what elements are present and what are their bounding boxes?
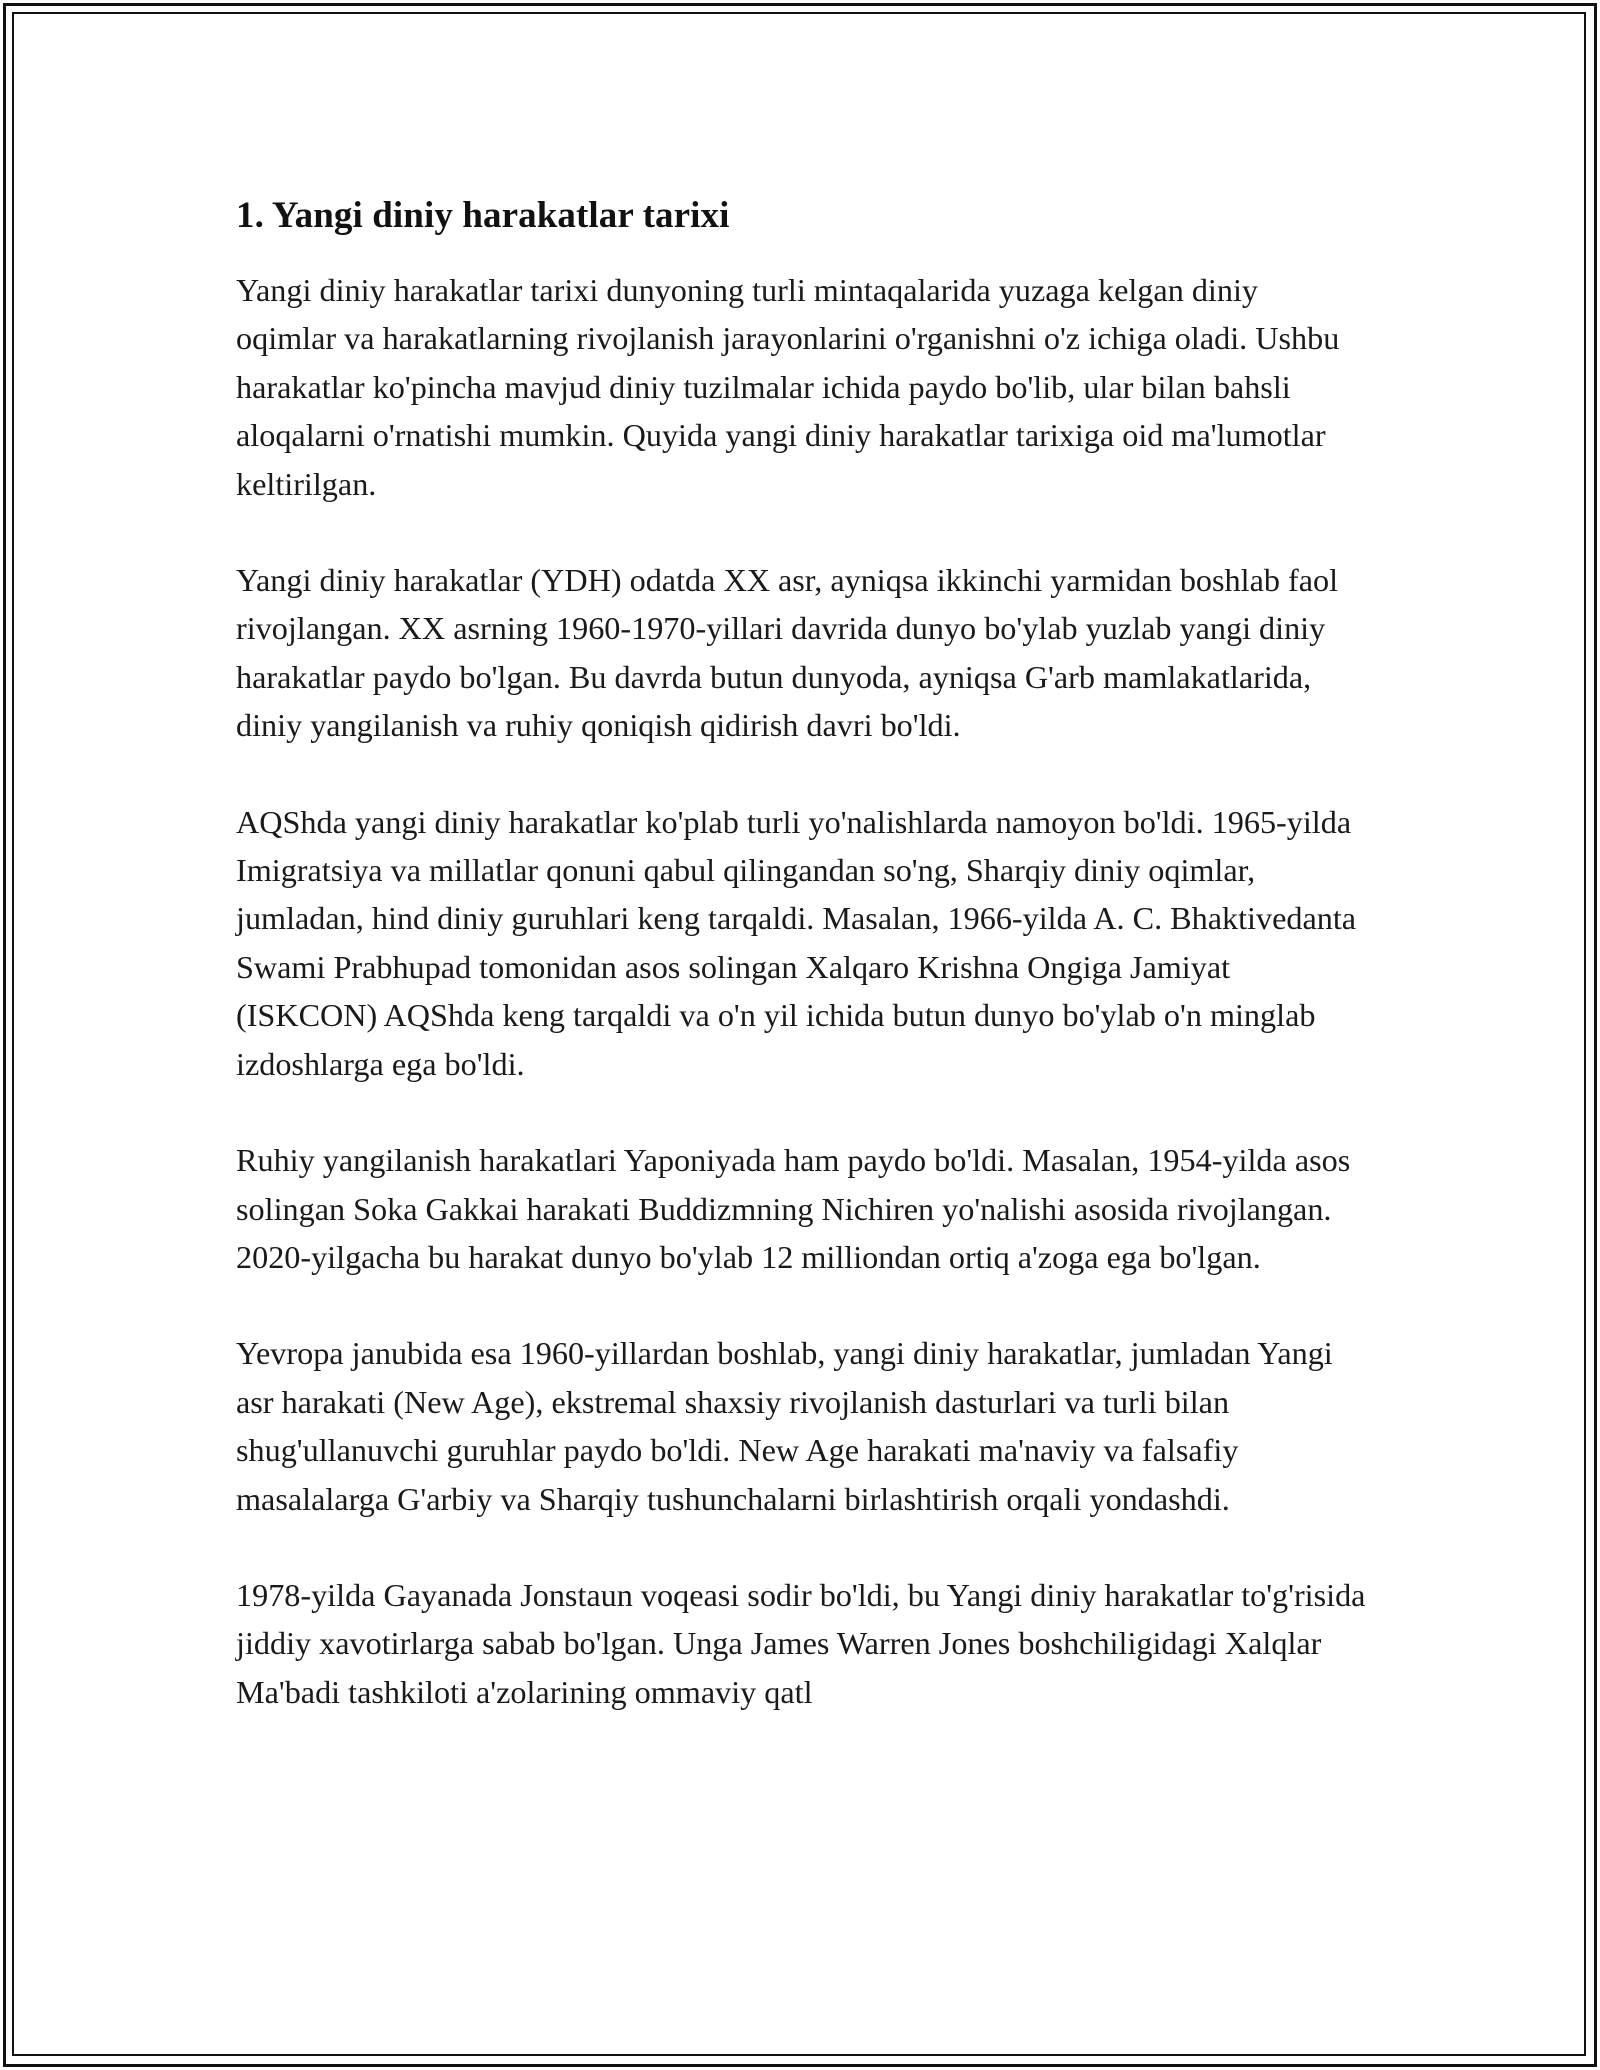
section-heading: 1. Yangi diniy harakatlar tarixi — [236, 195, 730, 236]
paragraph-japan: Ruhiy yangilanish harakatlari Yaponiyada ham paydo bo'ldi. Masalan, 1954-yilda asos solingan Soka Gakkai harakati Buddizmning Nichiren yo'nalishi asosida rivojlangan. 2020-yilgacha bu harakat dunyo bo'ylab 12 milliondan ortiq a'zoga ega bo'lgan. — [236, 1142, 1351, 1275]
paragraph-usa: AQShda yangi diniy harakatlar ko'plab turli yo'nalishlarda namoyon bo'ldi. 1965-yilda Imigratsiya va millatlar qonuni qabul qilingandan so'ng, Sharqiy diniy oqimlar, jumladan, hind diniy guruhlari keng tarqaldi. Masalan, 1966-yilda A. C. Bhaktivedanta Swami Prabhupad tomonidan asos solingan Xalqaro Krishna Ongiga Jamiyat (ISKCON) AQShda keng tarqaldi va o'n yil ichida butun dunyo bo'ylab o'n minglab izdoshlarga ega bo'ldi. — [236, 803, 1357, 1082]
paragraph-ydh-20th-century: Yangi diniy harakatlar (YDH) odatda XX asr, ayniqsa ikkinchi yarmidan boshlab faol rivojlangan. XX asrning 1960-1970-yillari davrida dunyo bo'ylab yuzlab yangi diniy harakatlar paydo bo'lgan. Bu davrda butun dunyoda, ayniqsa G'arb mamlakatlarida, diniy yangilanish va ruhiy qoniqish qidirish davri bo'ldi. — [236, 562, 1339, 744]
paragraph-intro: Yangi diniy harakatlar tarixi dunyoning turli mintaqalarida yuzaga kelgan diniy oqimlar va harakatlarning rivojlanish jarayonlarini o'rganishni o'z ichiga oladi. Ushbu harakatlar ko'pincha mavjud diniy tuzilmalar ichida paydo bo'lib, ular bilan bahsli aloqalarni o'rnatishi mumkin. Quyida yangi diniy harakatlar tarixiga oid ma'lumotlar keltirilgan. — [236, 272, 1340, 502]
paragraph-europe: Yevropa janubida esa 1960-yillardan boshlab, yangi diniy harakatlar, jumladan Yangi asr harakati (New Age), ekstremal shaxsiy rivojlanish dasturlari va turli bilan shug'ullanuvchi guruhlar paydo bo'ldi. New Age harakati ma'naviy va falsafiy masalalarga G'arbiy va Sharqiy tushunchalarni birlashtirish orqali yondashdi. — [236, 1335, 1333, 1517]
paragraph-jonestown: 1978-yilda Gayanada Jonstaun voqeasi sodir bo'ldi, bu Yangi diniy harakatlar to'g'risida jiddiy xavotirlarga sabab bo'lgan. Unga James Warren Jones boshchiligidagi Xalqlar Ma'badi tashkiloti a'zolarining ommaviy qatl — [236, 1576, 1366, 1710]
document-body — [236, 188, 1366, 1764]
